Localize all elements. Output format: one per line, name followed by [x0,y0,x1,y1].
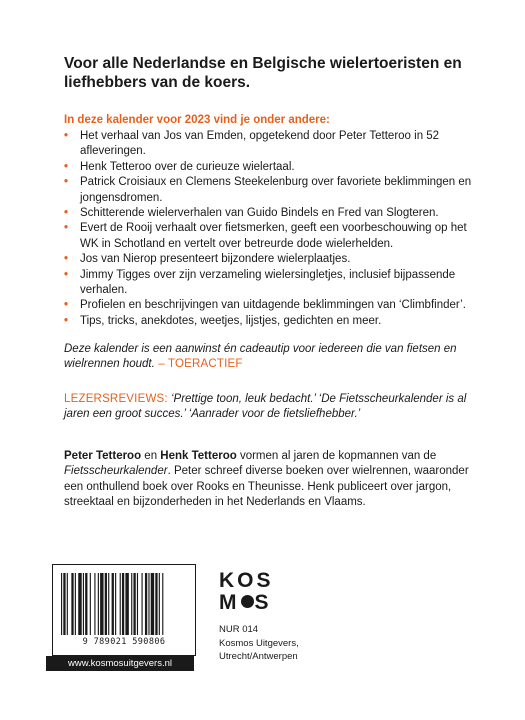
barcode-bars [59,573,189,635]
barcode-bar [98,573,99,635]
barcode-bar [115,573,116,635]
barcode-bar [108,573,109,635]
barcode-bar [94,573,95,635]
barcode-bar [61,573,62,635]
author-bio-text-1: vormen al jaren de kopmannen van de [236,450,437,462]
barcode-bar [125,573,128,635]
feature-item [64,268,484,299]
author-bio [64,449,479,511]
bullet-icon: • [64,222,69,235]
feature-text: Henk Tetteroo over de curieuze wielertaal. [80,160,295,173]
barcode-bar [90,573,91,635]
tagline-source: – TOERACTIEF [154,358,243,371]
logo-letter-s: S [254,591,272,614]
feature-text: Tips, tricks, anekdotes, weetjes, lijstjes, gedichten en meer. [80,314,382,327]
bullet-icon: • [64,130,69,142]
feature-text: Jos van Nierop presenteert bijzondere wielerplaatjes. [80,253,351,266]
feature-list [64,129,484,329]
barcode-bar [155,573,157,635]
barcode-bar [100,573,103,635]
barcode-bar [85,573,87,635]
barcode [52,564,196,656]
publisher-website: www.kosmosuitgevers.nl [46,656,194,671]
kosmos-logo [219,570,279,614]
publisher-info [219,623,359,664]
tagline-text: Deze kalender is een aanwinst én cadeautip voor iedereen die van fietsen en wielrennen houdt. [64,343,457,371]
feature-item [64,160,484,175]
barcode-digits: 9 789021 590806 [82,637,166,647]
feature-item [64,221,484,252]
barcode-bar [63,573,65,635]
barcode-bar [78,573,81,635]
feature-text: Het verhaal van Jos van Emden, opgetekend door Peter Tetteroo in 52 afleveringen. [80,130,440,158]
barcode-bar [133,573,135,635]
calendar-name: Fietsscheurkalender [64,465,168,478]
feature-item [64,129,484,160]
bullet-icon: • [64,207,69,220]
barcode-bar [148,573,149,635]
feature-text: Profielen en beschrijvingen van uitdagende beklimmingen van ‘Climbfinder’. [80,299,466,312]
barcode-bar [120,573,121,635]
barcode-bar [162,573,163,635]
feature-item [64,175,484,206]
feature-item [64,252,484,267]
tagline [64,342,479,373]
reviews-text: ‘Prettige toon, leuk bedacht.’ ‘De Fietsscheurkalender is al jaren een groot succes.’ ‘Aanrader voor de fietsliefhebber.’ [64,393,467,421]
intro-heading: In deze kalender voor 2023 vind je onder andere: [64,114,330,126]
bullet-icon: • [64,160,69,173]
barcode-bar [131,573,132,635]
feature-text: Evert de Rooij verhaalt over fietsmerken, geeft een voorbeschouwing op het WK in Schotland en vertelt over betreurde dode wielerhelden. [80,222,467,250]
logo-dot-icon [241,595,254,608]
bullet-icon: • [64,268,69,281]
author-name-1: Peter Tetteroo [64,450,142,462]
barcode-bar [75,573,76,635]
publisher-location: Utrecht/Antwerpen [219,651,298,662]
logo-line-1: KOS [219,569,274,592]
barcode-bar [142,573,143,635]
feature-item [64,206,484,221]
barcode-bar [145,573,147,635]
author-name-2: Henk Tetteroo [160,450,237,462]
nur-code: NUR 014 [219,624,259,635]
feature-text: Schitterende wielerverhalen van Guido Bindels en Fred van Slogteren. [80,207,439,220]
reader-reviews [64,392,479,423]
logo-letter-m: M [219,591,240,614]
barcode-bar [112,573,114,635]
barcode-bar [122,573,124,635]
barcode-bar [137,573,138,635]
logo-line-2 [219,592,279,614]
feature-text: Jimmy Tigges over zijn verzameling wielersingletjes, inclusief bijpassende verhalen. [80,268,456,297]
barcode-bar [67,573,68,635]
barcode-bar [151,573,154,635]
publisher-name: Kosmos Uitgevers, [219,637,299,649]
feature-text: Patrick Croisiaux en Clemens Steekelenburg over favoriete beklimmingen en jongensdromen. [80,176,472,204]
bullet-icon: • [64,176,69,189]
bullet-icon: • [64,253,69,266]
feature-item [64,314,484,329]
headline: Voor alle Nederlandse en Belgische wielertoeristen en liefhebbers van de koers. [64,55,462,91]
barcode-bar [105,573,107,635]
author-connector: en [141,450,161,462]
barcode-bar [71,573,73,635]
author-bio-text-2: . Peter schreef diverse boeken over wielrennen, waaronder een onthullend boek over Rooks en Theunisse. Henk publiceert over jargon, streektaal en bijzonderheden in het Nederlands en Vlaams. [64,465,469,509]
feature-item [64,298,484,313]
barcode-bar [83,573,84,635]
bullet-icon: • [64,314,69,327]
barcode-bar [159,573,160,635]
reviews-label: LEZERSREVIEWS: [64,393,168,405]
bullet-icon: • [64,299,69,312]
